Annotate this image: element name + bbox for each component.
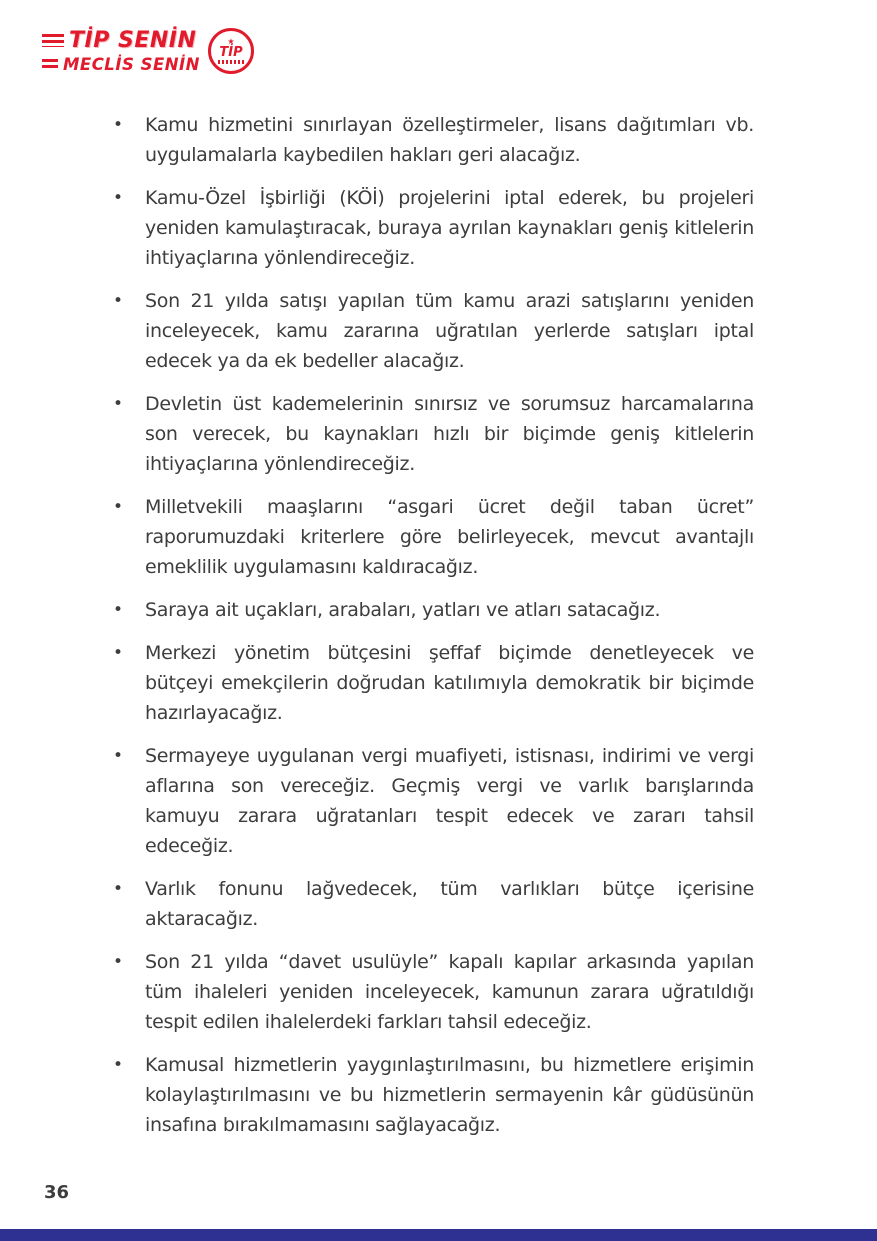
bullet-marker: • xyxy=(113,600,124,620)
list-item xyxy=(108,638,754,728)
page-header xyxy=(42,28,254,74)
bullet-text: Merkezi yönetim bütçesini şeffaf biçimde denetleyecek ve bütçeyi emekçilerin doğrudan katılımıyla demokratik bir biçimde hazırlayacağız. xyxy=(145,642,754,724)
bullet-marker: • xyxy=(113,746,124,766)
list-item xyxy=(108,741,754,861)
list-item xyxy=(108,286,754,376)
bullet-marker: • xyxy=(113,952,124,972)
list-item xyxy=(108,183,754,273)
logo-line-1 xyxy=(42,28,200,53)
bullet-text: Sermayeye uygulanan vergi muafiyeti, istisnası, indirimi ve vergi aflarına son vereceğiz. Geçmiş vergi ve varlık barışlarında kamuyu zarara uğratanları tespit edecek ve zararı tahsil edeceğiz. xyxy=(145,745,754,857)
bullet-marker: • xyxy=(113,115,124,135)
bullet-marker: • xyxy=(113,497,124,517)
bullet-marker: • xyxy=(113,291,124,311)
bullet-marker: • xyxy=(113,643,124,663)
list-item xyxy=(108,389,754,479)
list-item xyxy=(108,492,754,582)
bullet-marker: • xyxy=(113,1055,124,1075)
bullet-text: Son 21 yılda “davet usulüyle” kapalı kapılar arkasında yapılan tüm ihaleleri yeniden inceleyecek, kamunun zarara uğratıldığı tespit edilen ihalelerdeki farkları tahsil edeceğiz. xyxy=(145,951,754,1033)
bullet-marker: • xyxy=(113,879,124,899)
logo-line-2 xyxy=(42,55,200,74)
bullet-marker: • xyxy=(113,394,124,414)
list-item xyxy=(108,595,754,625)
speed-lines-icon xyxy=(42,34,64,47)
list-item xyxy=(108,1050,754,1140)
bullet-list xyxy=(108,110,754,1140)
bullet-marker: • xyxy=(113,188,124,208)
logo-text-primary: TİP SENİN xyxy=(69,28,197,53)
bullet-text: Varlık fonunu lağvedecek, tüm varlıkları bütçe içerisine aktaracağız. xyxy=(145,878,754,930)
bullet-text: Saraya ait uçakları, arabaları, yatları ve atları satacağız. xyxy=(145,599,661,621)
logo-text-secondary: MECLİS SENİN xyxy=(63,55,200,74)
tip-party-emblem-icon xyxy=(208,28,254,74)
bullet-text: Son 21 yılda satışı yapılan tüm kamu arazi satışlarını yeniden inceleyecek, kamu zararına uğratılan yerlerde satışları iptal edecek ya da ek bedeller alacağız. xyxy=(145,290,754,372)
list-item xyxy=(108,947,754,1037)
bullet-text: Kamu-Özel İşbirliği (KÖİ) projelerini iptal ederek, bu projeleri yeniden kamulaştıracak, buraya ayrılan kaynakları geniş kitlelerin ihtiyaçlarına yönlendireceğiz. xyxy=(145,187,754,269)
bullet-text: Devletin üst kademelerinin sınırsız ve sorumsuz harcamalarına son verecek, bu kaynakları hızlı bir biçimde geniş kitlelerin ihtiyaçlarına yönlendireceğiz. xyxy=(145,393,754,475)
page-content xyxy=(108,110,754,1153)
star-icon: ★ xyxy=(227,37,235,46)
bullet-text: Milletvekili maaşlarını “asgari ücret değil taban ücret” raporumuzdaki kriterlere göre belirleyecek, mevcut avantajlı emeklilik uygulamasını kaldıracağız. xyxy=(145,496,754,578)
bullet-text: Kamu hizmetini sınırlayan özelleştirmeler, lisans dağıtımları vb. uygulamalarla kaybedilen hakları geri alacağız. xyxy=(145,114,754,166)
badge-label: TİP xyxy=(219,45,243,60)
list-item xyxy=(108,874,754,934)
tip-logo xyxy=(42,28,200,74)
list-item xyxy=(108,110,754,170)
page-number: 36 xyxy=(44,1182,70,1203)
speed-lines-icon xyxy=(42,59,58,70)
wheat-rays-icon xyxy=(218,60,244,64)
footer-bar xyxy=(0,1229,877,1241)
bullet-text: Kamusal hizmetlerin yaygınlaştırılmasını, bu hizmetlere erişimin kolaylaştırılmasını ve bu hizmetlerin sermayenin kâr güdüsünün insafına bırakılmamasını sağlayacağız. xyxy=(145,1054,754,1136)
